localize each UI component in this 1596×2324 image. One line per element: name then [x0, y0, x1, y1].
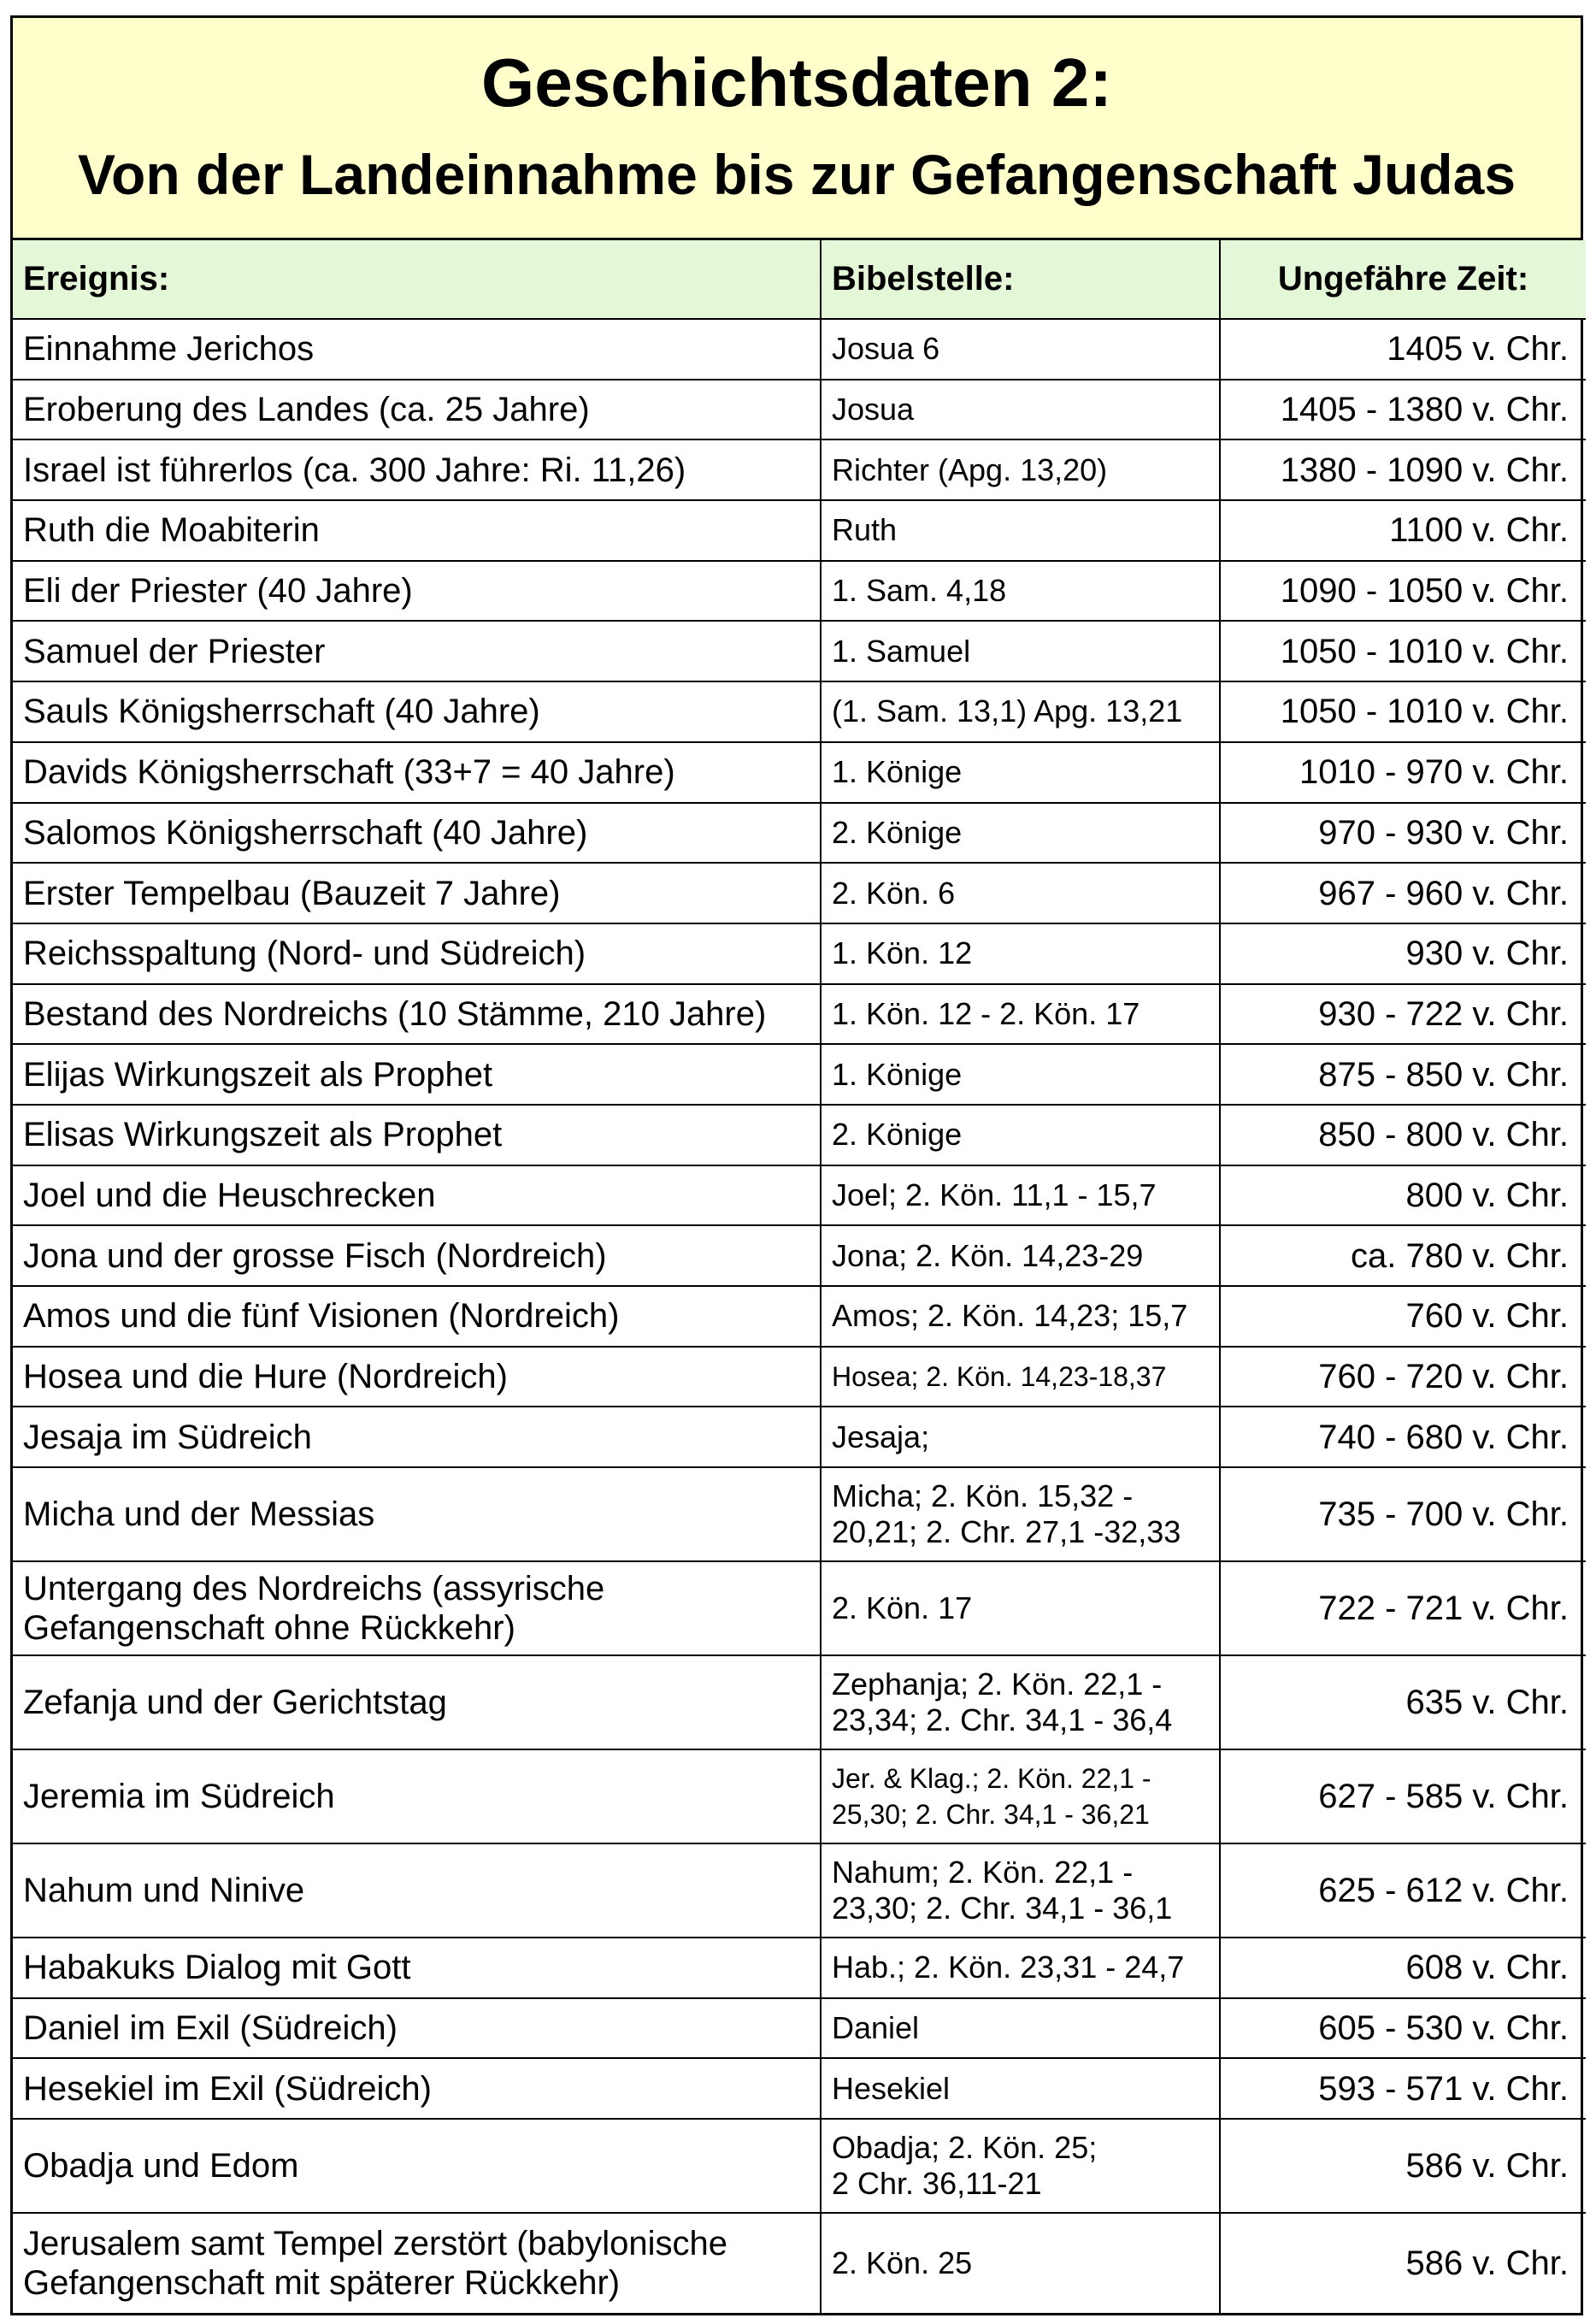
table-row — [13, 742, 1586, 803]
reference-cell: 1. Kön. 12 — [821, 923, 1220, 984]
event-cell: Reichsspaltung (Nord- und Südreich) — [13, 923, 821, 984]
table-row — [13, 1407, 1586, 1467]
event-cell: Nahum und Ninive — [13, 1843, 821, 1938]
time-cell: 850 - 800 v. Chr. — [1220, 1105, 1586, 1165]
reference-cell: Jesaja; — [821, 1407, 1220, 1467]
event-cell: Micha und der Messias — [13, 1467, 821, 1561]
table-row — [13, 2058, 1586, 2119]
table-row — [13, 984, 1586, 1045]
event-cell: Hosea und die Hure (Nordreich) — [13, 1347, 821, 1407]
event-cell: Elisas Wirkungszeit als Prophet — [13, 1105, 821, 1165]
time-cell: 930 v. Chr. — [1220, 923, 1586, 984]
reference-cell: Jer. & Klag.; 2. Kön. 22,1 - 25,30; 2. Chr. 34,1 - 36,21 — [821, 1749, 1220, 1843]
time-cell: 875 - 850 v. Chr. — [1220, 1044, 1586, 1105]
reference-cell: Joel; 2. Kön. 11,1 - 15,7 — [821, 1165, 1220, 1226]
table-row — [13, 681, 1586, 742]
page-title: Geschichtsdaten 2: — [480, 44, 1112, 121]
table-row — [13, 1225, 1586, 1286]
reference-cell: 2. Kön. 25 — [821, 2213, 1220, 2313]
event-cell: Jesaja im Südreich — [13, 1407, 821, 1467]
reference-cell: Obadja; 2. Kön. 25; 2 Chr. 36,11-21 — [821, 2119, 1220, 2213]
time-cell: 722 - 721 v. Chr. — [1220, 1561, 1586, 1655]
time-cell: 1405 - 1380 v. Chr. — [1220, 380, 1586, 440]
event-cell: Daniel im Exil (Südreich) — [13, 1998, 821, 2059]
reference-cell: Jona; 2. Kön. 14,23-29 — [821, 1225, 1220, 1286]
table-row — [13, 1749, 1586, 1843]
event-cell: Untergang des Nordreichs (assyrische Gefangenschaft ohne Rückkehr) — [13, 1561, 821, 1655]
event-cell: Erster Tempelbau (Bauzeit 7 Jahre) — [13, 863, 821, 923]
reference-cell: Micha; 2. Kön. 15,32 - 20,21; 2. Chr. 27,1 -32,33 — [821, 1467, 1220, 1561]
column-header-reference: Bibelstelle: — [821, 240, 1220, 319]
event-cell: Samuel der Priester — [13, 621, 821, 681]
event-cell: Bestand des Nordreichs (10 Stämme, 210 Jahre) — [13, 984, 821, 1045]
reference-cell: 1. Samuel — [821, 621, 1220, 681]
table-row — [13, 2119, 1586, 2213]
event-cell: Salomos Königsherrschaft (40 Jahre) — [13, 803, 821, 864]
table-row — [13, 621, 1586, 681]
table-row — [13, 561, 1586, 622]
title-box — [13, 18, 1581, 240]
table-row — [13, 1165, 1586, 1226]
events-table — [13, 240, 1586, 2313]
table-row — [13, 923, 1586, 984]
reference-cell: Ruth — [821, 500, 1220, 561]
event-cell: Davids Königsherrschaft (33+7 = 40 Jahre) — [13, 742, 821, 803]
table-row — [13, 1105, 1586, 1165]
time-cell: 586 v. Chr. — [1220, 2119, 1586, 2213]
table-header-row — [13, 240, 1586, 319]
table-row — [13, 1998, 1586, 2059]
event-cell: Eli der Priester (40 Jahre) — [13, 561, 821, 622]
reference-cell: Daniel — [821, 1998, 1220, 2059]
table-row — [13, 863, 1586, 923]
table-row — [13, 803, 1586, 864]
reference-cell: 2. Könige — [821, 803, 1220, 864]
column-header-event: Ereignis: — [13, 240, 821, 319]
time-cell: 1010 - 970 v. Chr. — [1220, 742, 1586, 803]
time-cell: ca. 780 v. Chr. — [1220, 1225, 1586, 1286]
event-cell: Obadja und Edom — [13, 2119, 821, 2213]
time-cell: 1050 - 1010 v. Chr. — [1220, 681, 1586, 742]
table-row — [13, 2213, 1586, 2313]
time-cell: 1100 v. Chr. — [1220, 500, 1586, 561]
event-cell: Amos und die fünf Visionen (Nordreich) — [13, 1286, 821, 1347]
reference-cell: Josua — [821, 380, 1220, 440]
event-cell: Elijas Wirkungszeit als Prophet — [13, 1044, 821, 1105]
time-cell: 608 v. Chr. — [1220, 1938, 1586, 1998]
time-cell: 800 v. Chr. — [1220, 1165, 1586, 1226]
table-row — [13, 439, 1586, 500]
timeline-sheet — [10, 15, 1583, 2315]
time-cell: 760 v. Chr. — [1220, 1286, 1586, 1347]
reference-cell: Hab.; 2. Kön. 23,31 - 24,7 — [821, 1938, 1220, 1998]
event-cell: Israel ist führerlos (ca. 300 Jahre: Ri. 11,26) — [13, 439, 821, 500]
time-cell: 1050 - 1010 v. Chr. — [1220, 621, 1586, 681]
table-row — [13, 1938, 1586, 1998]
time-cell: 635 v. Chr. — [1220, 1655, 1586, 1749]
reference-cell: Amos; 2. Kön. 14,23; 15,7 — [821, 1286, 1220, 1347]
reference-cell: Hosea; 2. Kön. 14,23-18,37 — [821, 1347, 1220, 1407]
event-cell: Jona und der grosse Fisch (Nordreich) — [13, 1225, 821, 1286]
time-cell: 735 - 700 v. Chr. — [1220, 1467, 1586, 1561]
table-row — [13, 1655, 1586, 1749]
reference-cell: 2. Kön. 17 — [821, 1561, 1220, 1655]
time-cell: 930 - 722 v. Chr. — [1220, 984, 1586, 1045]
reference-cell: 1. Könige — [821, 742, 1220, 803]
time-cell: 967 - 960 v. Chr. — [1220, 863, 1586, 923]
table-row — [13, 1561, 1586, 1655]
reference-cell: Hesekiel — [821, 2058, 1220, 2119]
event-cell: Sauls Königsherrschaft (40 Jahre) — [13, 681, 821, 742]
event-cell: Hesekiel im Exil (Südreich) — [13, 2058, 821, 2119]
event-cell: Einnahme Jerichos — [13, 319, 821, 380]
time-cell: 1090 - 1050 v. Chr. — [1220, 561, 1586, 622]
time-cell: 593 - 571 v. Chr. — [1220, 2058, 1586, 2119]
table-row — [13, 500, 1586, 561]
table-row — [13, 319, 1586, 380]
reference-cell: Nahum; 2. Kön. 22,1 - 23,30; 2. Chr. 34,1 - 36,1 — [821, 1843, 1220, 1938]
time-cell: 627 - 585 v. Chr. — [1220, 1749, 1586, 1843]
table-row — [13, 1843, 1586, 1938]
table-row — [13, 380, 1586, 440]
event-cell: Eroberung des Landes (ca. 25 Jahre) — [13, 380, 821, 440]
reference-cell: 2. Kön. 6 — [821, 863, 1220, 923]
column-header-time: Ungefähre Zeit: — [1220, 240, 1586, 319]
reference-cell: 1. Könige — [821, 1044, 1220, 1105]
table-row — [13, 1347, 1586, 1407]
time-cell: 605 - 530 v. Chr. — [1220, 1998, 1586, 2059]
event-cell: Jeremia im Südreich — [13, 1749, 821, 1843]
reference-cell: Richter (Apg. 13,20) — [821, 439, 1220, 500]
event-cell: Zefanja und der Gerichtstag — [13, 1655, 821, 1749]
reference-cell: Zephanja; 2. Kön. 22,1 - 23,34; 2. Chr. 34,1 - 36,4 — [821, 1655, 1220, 1749]
event-cell: Joel und die Heuschrecken — [13, 1165, 821, 1226]
reference-cell: Josua 6 — [821, 319, 1220, 380]
table-row — [13, 1044, 1586, 1105]
time-cell: 740 - 680 v. Chr. — [1220, 1407, 1586, 1467]
event-cell: Habakuks Dialog mit Gott — [13, 1938, 821, 1998]
time-cell: 625 - 612 v. Chr. — [1220, 1843, 1586, 1938]
page-subtitle: Von der Landeinnahme bis zur Gefangenschaft Judas — [77, 143, 1516, 206]
reference-cell: (1. Sam. 13,1) Apg. 13,21 — [821, 681, 1220, 742]
reference-cell: 1. Sam. 4,18 — [821, 561, 1220, 622]
table-row — [13, 1286, 1586, 1347]
event-cell: Jerusalem samt Tempel zerstört (babylonische Gefangenschaft mit späterer Rückkehr) — [13, 2213, 821, 2313]
time-cell: 1405 v. Chr. — [1220, 319, 1586, 380]
time-cell: 760 - 720 v. Chr. — [1220, 1347, 1586, 1407]
time-cell: 970 - 930 v. Chr. — [1220, 803, 1586, 864]
reference-cell: 2. Könige — [821, 1105, 1220, 1165]
time-cell: 586 v. Chr. — [1220, 2213, 1586, 2313]
reference-cell: 1. Kön. 12 - 2. Kön. 17 — [821, 984, 1220, 1045]
event-cell: Ruth die Moabiterin — [13, 500, 821, 561]
time-cell: 1380 - 1090 v. Chr. — [1220, 439, 1586, 500]
table-row — [13, 1467, 1586, 1561]
